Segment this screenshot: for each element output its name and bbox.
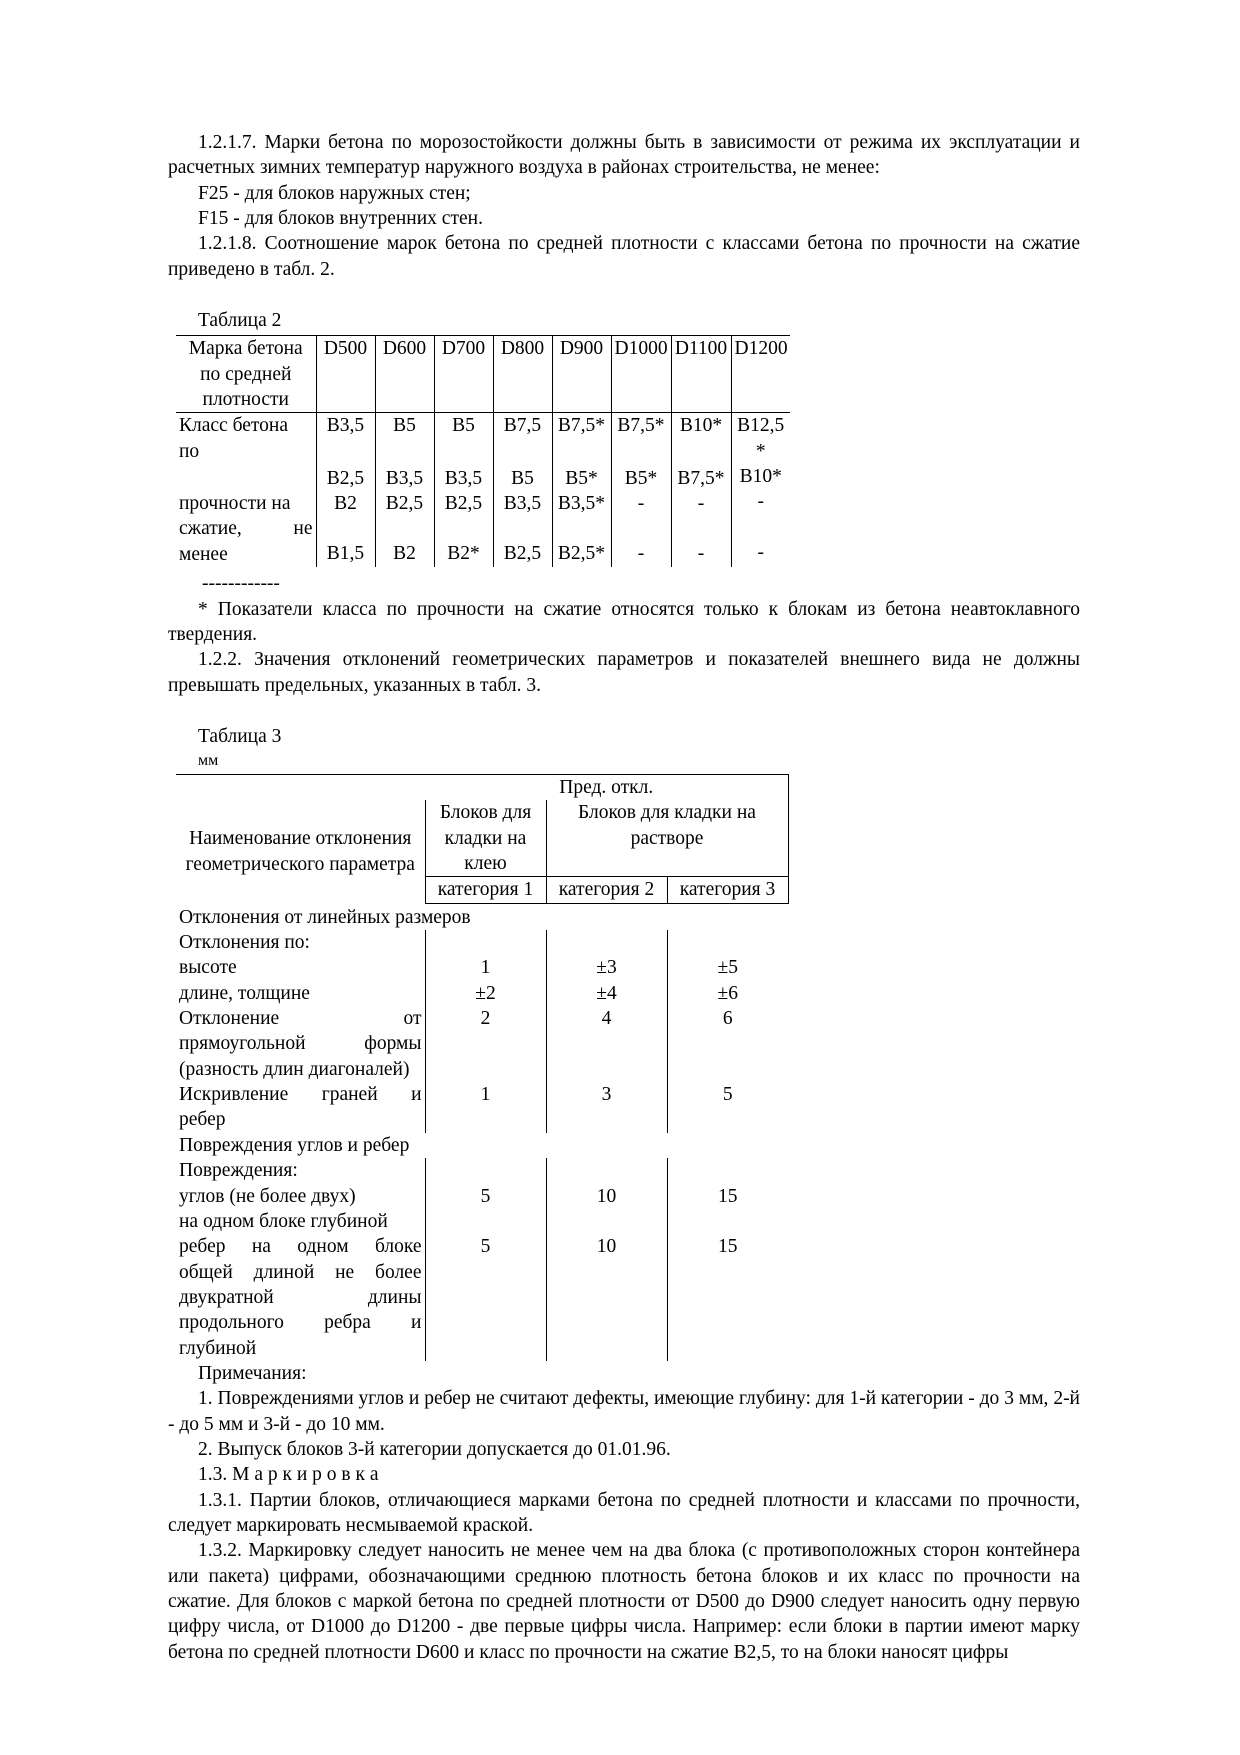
table2-footnote-rule: ------------ (202, 573, 280, 595)
table3-section-title: Повреждения углов и ребер (179, 1134, 410, 1156)
table3-col-glue-line-1: Блоков для (439, 802, 532, 824)
table2-cell: В3,5* (557, 493, 606, 515)
table3-category-1: категория 1 (425, 877, 546, 903)
table2-cell: - (697, 493, 705, 515)
table3-row-label-line-1: Отклонение от (179, 1008, 422, 1030)
table3-row-label-line-2: общей длиной не более (179, 1261, 422, 1283)
table3-cell (425, 1158, 546, 1183)
table3-row-label: Отклонения по: (179, 932, 310, 954)
table2-header-label-line-1: Марка бетона (188, 338, 303, 360)
table3-cell: 1 (425, 1082, 546, 1133)
table3-row-label-line-3: (разность длин диагоналей) (179, 1058, 410, 1080)
table2-caption: Таблица 2 (198, 310, 282, 332)
table3-cell: 6 (667, 1006, 788, 1082)
table3-cell: 10 (546, 1234, 667, 1361)
table2-cell: В2,5 (326, 467, 365, 489)
table2-cell: В2 (334, 493, 357, 515)
table2-row-label (176, 413, 316, 567)
table3-section-title-row (176, 1133, 788, 1158)
table2-cell-column (316, 413, 375, 567)
table2-col-d800: D800 (493, 336, 552, 413)
table3-row-label-line-1: ребер на одном блоке (179, 1236, 422, 1258)
paragraph-f15: F15 - для блоков внутренних стен. (198, 208, 483, 230)
table3-category-3: категория 3 (667, 877, 788, 903)
table3-subheader-row (176, 800, 788, 877)
table2-cell-column (493, 413, 552, 567)
table2-body-row (176, 413, 790, 567)
table2-cell: В2,5* (557, 543, 606, 565)
paragraph-1-2-2: 1.2.2. Значения отклонений геометрических параметров и показателей внешнего вида не должны превышать предельных, указанных в табл. 3. (168, 649, 1080, 696)
table3-cell: ±6 (667, 981, 788, 1006)
table3-row-label-line-4: продольного ребра и (179, 1312, 422, 1334)
table3-row-label: длине, толщине (179, 982, 310, 1004)
table2-cell: В7,5 (503, 415, 542, 437)
table2-header-label (176, 336, 316, 413)
table-row (176, 955, 788, 980)
table3-cell: 10 (546, 1184, 667, 1235)
table3-category-2: категория 2 (546, 877, 667, 903)
table2-cell: В10* (739, 466, 782, 488)
table2-cell: В3,5 (326, 415, 365, 437)
table3-span-header-row (176, 775, 788, 801)
table2-cell: В5* (565, 467, 598, 489)
table3-cell: 1 (425, 955, 546, 980)
table3-col-glue-line-2: кладки на (444, 827, 527, 849)
table2-cell: В5 (393, 415, 416, 437)
table3-cell (667, 1158, 788, 1183)
table3-cell: ±5 (667, 955, 788, 980)
table3-row-label-line-3: двукратной длины (179, 1286, 422, 1308)
table3-cell: 15 (667, 1184, 788, 1235)
table3-cell (425, 930, 546, 955)
table2-row-label-line-4: менее (179, 543, 228, 565)
table3-col-glue (425, 800, 546, 877)
table2-cell: В3,5 (444, 467, 483, 489)
section-1-3-heading: 1.3. М а р к и р о в к а (198, 1464, 379, 1486)
table3-col-parameter-line-1: Наименование отклонения (189, 828, 412, 850)
table3-row-label-line-5: глубиной (179, 1337, 257, 1359)
note-item-2: 2. Выпуск блоков 3-й категории допускается до 01.01.96. (198, 1438, 671, 1460)
table-row (176, 981, 788, 1006)
table-row (176, 1158, 788, 1183)
table3-row-label-line-2: ребер (179, 1109, 226, 1131)
table-row (176, 1006, 788, 1082)
table2-cell: В12,5* (737, 415, 785, 462)
table3-col-parameter (176, 800, 425, 903)
table3-row-label-line-2: на одном блоке глубиной (179, 1210, 388, 1232)
table3-section-title-row (176, 903, 788, 930)
table-row (176, 930, 788, 955)
table2-col-d1100: D1100 (671, 336, 731, 413)
table2-row-label-line-3: сжатие, не (179, 518, 313, 540)
table2-cell: В2,5 (385, 493, 424, 515)
table-3 (176, 774, 789, 1361)
table3-cell: 2 (425, 1006, 546, 1082)
table3-cell (667, 930, 788, 955)
table2-cell: В3,5 (503, 493, 542, 515)
table2-cell: В5 (452, 415, 475, 437)
table2-cell: В7,5* (677, 467, 725, 489)
table2-header-label-line-3: плотности (202, 389, 289, 411)
table2-cell: В1,5 (326, 543, 365, 565)
table2-footnote: * Показатели класса по прочности на сжатие относятся только к блокам из бетона неавтоклавного твердения. (168, 598, 1080, 645)
table2-cell: - (637, 543, 645, 565)
table3-cell: 5 (667, 1082, 788, 1133)
table2-cell-column (434, 413, 493, 567)
table2-cell: В10* (679, 415, 723, 437)
paragraph-1-2-1-8: 1.2.1.8. Соотношение марок бетона по средней плотности с классами бетона по прочности на сжатие приведено в табл. 2. (168, 233, 1080, 280)
table3-row-label: высоте (179, 957, 237, 979)
paragraph-1-2-1-7: 1.2.1.7. Марки бетона по морозостойкости должны быть в зависимости от режима их эксплуатации и расчетных зимних температур наружного воздуха в районах строительства, не менее: (168, 132, 1080, 179)
table2-cell: В2 (393, 543, 416, 565)
table3-section-title: Отклонения от линейных размеров (179, 906, 471, 928)
table3-cell: 15 (667, 1234, 788, 1361)
table2-cell: В2,5 (444, 493, 483, 515)
table2-cell: В2* (447, 543, 480, 565)
table-row (176, 1184, 788, 1235)
table2-cell-column (611, 413, 671, 567)
table3-cell (546, 1158, 667, 1183)
paragraph-1-3-1: 1.3.1. Партии блоков, отличающиеся марками бетона по средней плотности и классами по прочности, следует маркировать несмываемой краской. (168, 1489, 1080, 1536)
table3-cell: ±4 (546, 981, 667, 1006)
table2-cell: В7,5* (557, 415, 606, 437)
table3-units: мм (198, 752, 219, 770)
table2-col-d1200: D1200 (731, 336, 790, 413)
table3-row-label (176, 1234, 425, 1361)
table2-cell: В3,5 (385, 467, 424, 489)
table2-col-d700: D700 (434, 336, 493, 413)
table3-cell: 4 (546, 1006, 667, 1082)
table2-cell: - (697, 543, 705, 565)
table3-row-label-line-1: углов (не более двух) (179, 1185, 356, 1207)
table2-cell: - (757, 491, 764, 513)
table3-cell: 5 (425, 1234, 546, 1361)
table3-col-parameter-line-2: геометрического параметра (185, 853, 415, 875)
table2-cell: В7,5* (617, 415, 665, 437)
table3-empty-corner (176, 775, 425, 801)
table2-col-d500: D500 (316, 336, 375, 413)
table3-caption: Таблица 3 (198, 725, 282, 747)
table3-cell: ±2 (425, 981, 546, 1006)
paragraph-1-3-2: 1.3.2. Маркировку следует наносить не менее чем на два блока (с противоположных сторон контейнера или пакета) цифрами, обозначающими среднюю плотность бетона блоков и их класс по прочности на сжатие. Для блоков с маркой бетона по средней плотности от D500 до D900 следует наносить одну первую цифру числа, от D1000 до D1200 - две первые цифры числа. Например: если блоки в партии имеют марку бетона по средней плотности D600 и класс по прочности на сжатие В2,5, то на блоки наносят цифры (168, 1540, 1080, 1663)
table3-cell: ±3 (546, 955, 667, 980)
table2-header-row (176, 336, 790, 413)
table3-cell: 5 (425, 1184, 546, 1235)
table3-row-label: Повреждения: (179, 1160, 298, 1182)
table-row (176, 1234, 788, 1361)
table2-cell-column (552, 413, 611, 567)
table2-header-label-line-2: по средней (200, 363, 292, 385)
table2-col-d1000: D1000 (611, 336, 671, 413)
table-row (176, 1082, 788, 1133)
table2-col-d900: D900 (552, 336, 611, 413)
table2-cell: - (637, 493, 645, 515)
notes-block (168, 1361, 1080, 1462)
note-item-1: 1. Повреждениями углов и ребер не считают дефекты, имеющие глубину: для 1-й категории - до 3 мм, 2-й - до 5 мм и 3-й - до 10 мм. (168, 1388, 1080, 1435)
table2-cell: В5* (624, 467, 658, 489)
table2-cell-column (671, 413, 731, 567)
table3-row-label (176, 1184, 425, 1235)
table2-cell-column (731, 413, 790, 567)
table3-row-label (176, 1006, 425, 1082)
table3-cell: 3 (546, 1082, 667, 1133)
table3-span-header: Пред. откл. (425, 775, 788, 801)
table3-row-label-line-1: Искривление граней и (179, 1084, 422, 1106)
table2-cell: - (757, 541, 764, 563)
paragraph-f25: F25 - для блоков наружных стен; (198, 182, 471, 204)
table3-row-label (176, 1082, 425, 1133)
table3-col-mortar: Блоков для кладки на растворе (546, 800, 788, 877)
table2-cell: В2,5 (503, 543, 542, 565)
table2-cell: В5 (511, 467, 534, 489)
table3-col-glue-line-3: клею (464, 853, 507, 875)
table3-row-label-line-2: прямоугольной формы (179, 1033, 422, 1055)
table2-row-label-line-2: прочности на (179, 493, 291, 515)
table2-cell-column (375, 413, 434, 567)
table-2 (176, 335, 790, 567)
table2-row-label-line-1: Класс бетона по (179, 415, 289, 462)
table2-col-d600: D600 (375, 336, 434, 413)
table3-cell (546, 930, 667, 955)
notes-title: Примечания: (198, 1362, 307, 1384)
